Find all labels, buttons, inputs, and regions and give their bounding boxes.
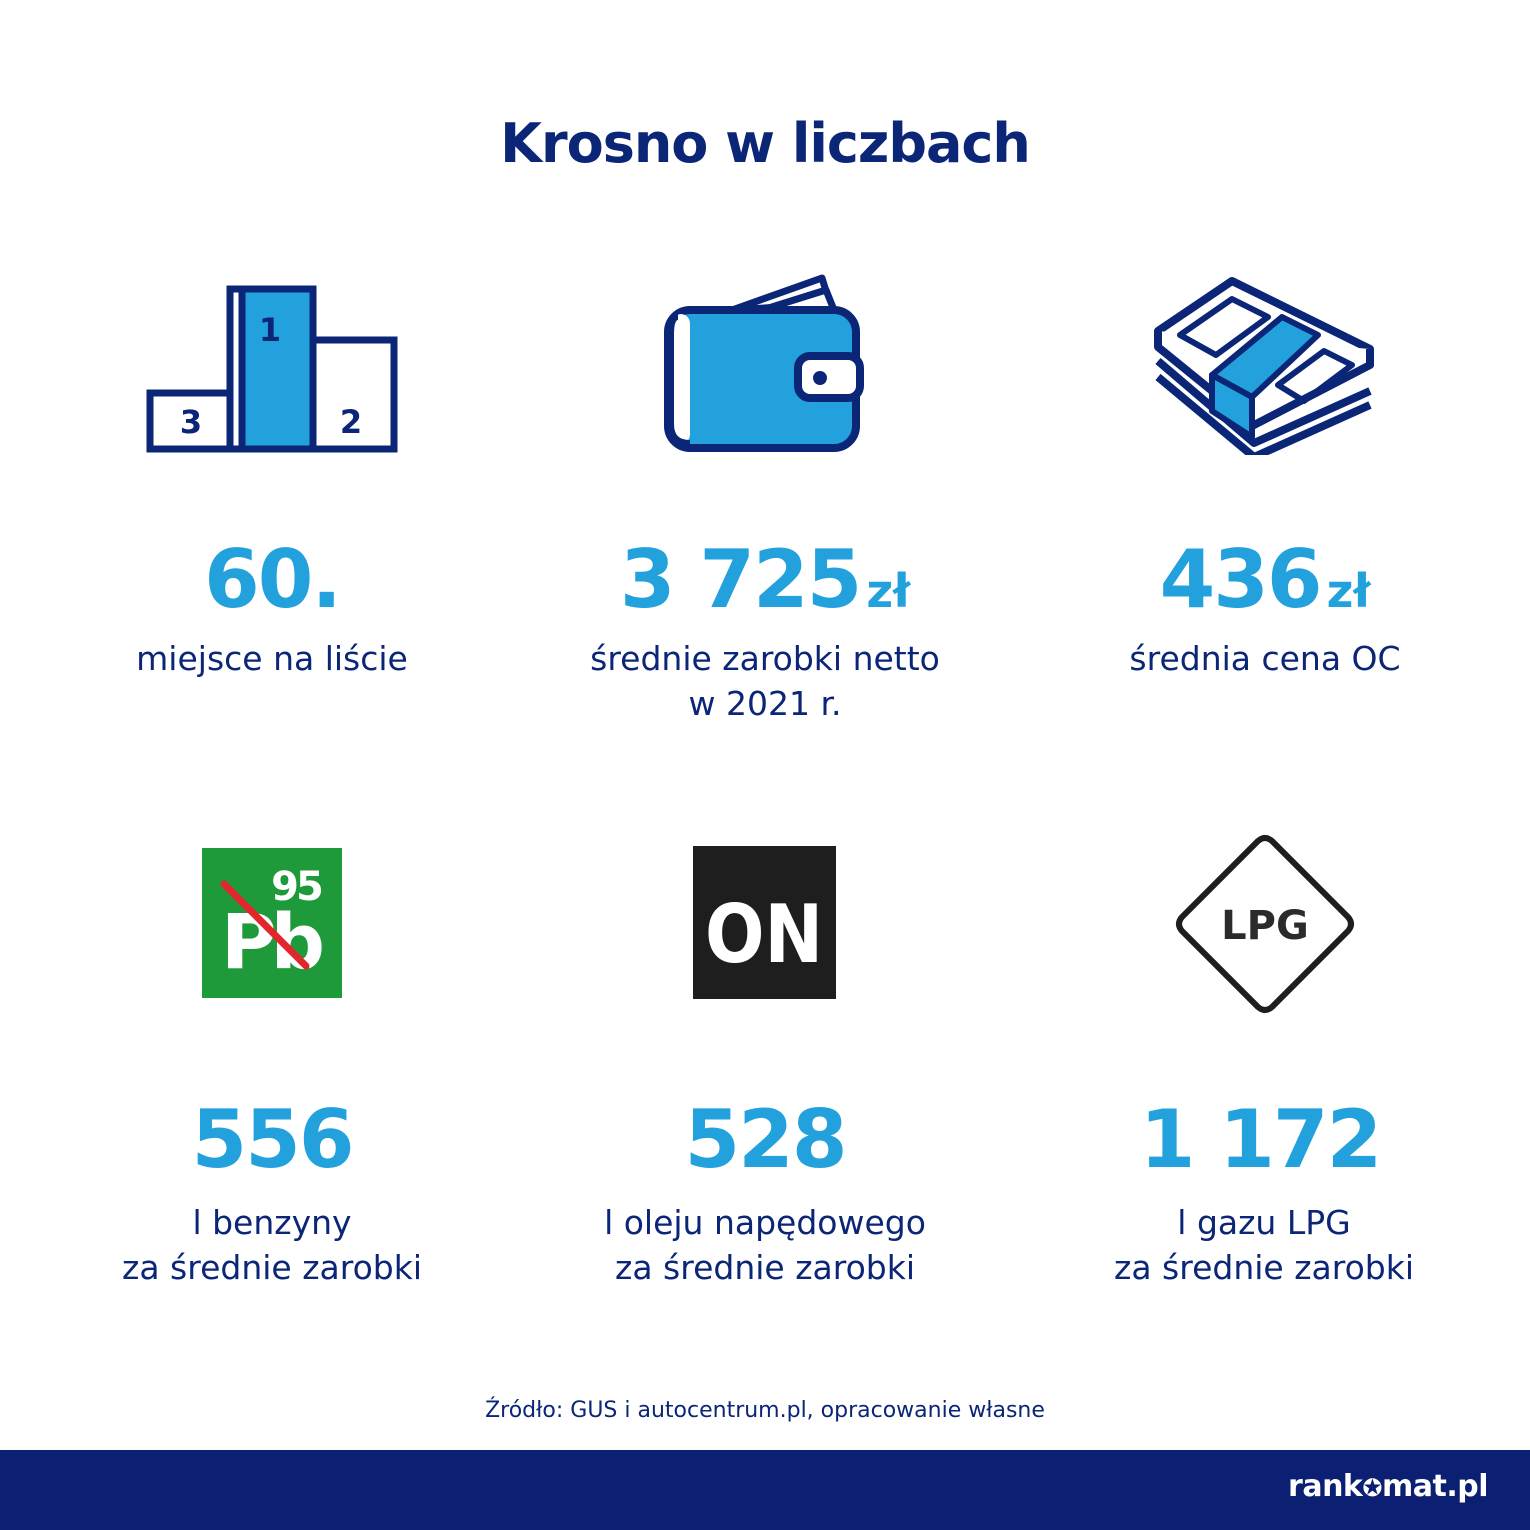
podium-label-3: 3 bbox=[179, 403, 203, 441]
stat-oc-unit: zł bbox=[1326, 564, 1371, 618]
stat-diesel-value: 528 bbox=[684, 1093, 846, 1186]
lpg-main-text: LPG bbox=[1221, 903, 1309, 949]
stat-oc-desc: średnia cena OC bbox=[1129, 639, 1401, 678]
stat-ranking-desc: miejsce na liście bbox=[136, 639, 408, 678]
rankomat-logo[interactable]: rank✪mat.pl bbox=[1288, 1469, 1488, 1504]
on-fuel-icon bbox=[693, 846, 836, 999]
podium-label-1: 1 bbox=[258, 311, 282, 349]
podium-label-2: 2 bbox=[339, 403, 363, 441]
stat-lpg-value: 1 172 bbox=[1139, 1093, 1381, 1186]
stat-petrol-value: 556 bbox=[191, 1093, 353, 1186]
stat-petrol-desc: l benzyny za średnie zarobki bbox=[122, 1203, 422, 1287]
on-main-text: ON bbox=[705, 888, 823, 981]
pb95-fuel-icon bbox=[202, 848, 342, 998]
stat-lpg-desc: l gazu LPG za średnie zarobki bbox=[1114, 1203, 1414, 1287]
source-note: Źródło: GUS i autocentrum.pl, opracowanie własne bbox=[485, 1398, 1045, 1423]
star-icon: ✪ bbox=[1362, 1474, 1382, 1502]
pb95-sup-text: 95 bbox=[271, 864, 321, 910]
pb95-main-text: Pb bbox=[220, 897, 320, 986]
footer-bar bbox=[0, 1450, 1530, 1530]
stat-oc-value: 436 zł bbox=[1159, 533, 1371, 626]
stat-salary-desc: średnie zarobki netto w 2021 r. bbox=[590, 639, 940, 723]
podium-icon bbox=[146, 283, 400, 455]
wallet-icon bbox=[662, 274, 868, 456]
stat-ranking-value: 60. bbox=[204, 533, 340, 626]
stat-salary-value: 3 725 zł bbox=[619, 533, 911, 626]
page-title: Krosno w liczbach bbox=[500, 112, 1030, 175]
stat-diesel-desc: l oleju napędowego za średnie zarobki bbox=[604, 1203, 926, 1287]
stat-salary-unit: zł bbox=[866, 564, 911, 618]
money-stack-icon bbox=[1152, 275, 1378, 455]
lpg-fuel-icon bbox=[1174, 833, 1356, 1015]
